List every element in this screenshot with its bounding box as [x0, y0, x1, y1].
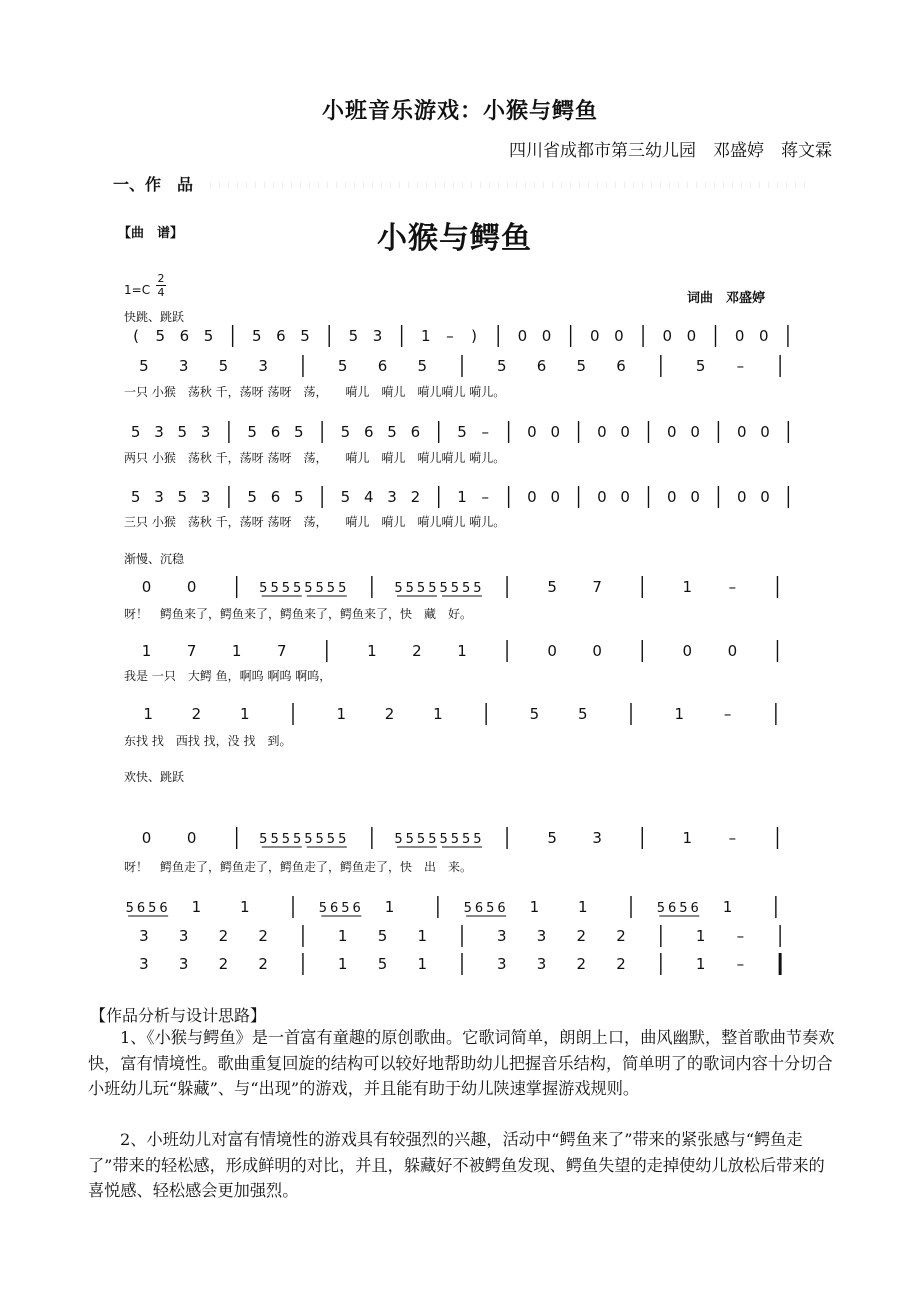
note: 0	[667, 488, 677, 506]
note: 5	[547, 578, 557, 596]
note: 3	[178, 955, 189, 973]
lyric-line: 一只 小猴 荡秋 千，荡呀 荡呀 荡， 嗬儿 嗬儿 嗬儿嗬儿 嗬儿。	[124, 385, 506, 399]
note: 3	[592, 829, 602, 847]
note: 0	[682, 642, 693, 660]
note: 1	[682, 829, 693, 847]
note: 5	[139, 357, 149, 375]
note: 5	[529, 705, 540, 723]
note: 5	[457, 423, 467, 441]
note: 3	[154, 423, 164, 441]
note: 6	[363, 423, 374, 441]
note: 3	[200, 488, 211, 506]
note: 1	[231, 642, 242, 660]
note: 0	[667, 423, 677, 441]
lyric-line: 东找 找 西找 找，没 找 到。	[124, 734, 292, 748]
analysis-heading: 【作品分析与设计思路】	[90, 1006, 267, 1025]
tempo-marking-1: 快跳、跳跃	[124, 310, 185, 324]
note: 3	[178, 357, 189, 375]
note: 1	[695, 927, 706, 945]
note: 0	[736, 423, 747, 441]
note: 5	[247, 423, 257, 441]
note: 1	[457, 642, 467, 660]
note: 3	[496, 927, 507, 945]
note: 1	[384, 898, 395, 916]
note: 0	[592, 642, 602, 660]
note: 5656	[318, 901, 364, 916]
note: 5	[377, 955, 388, 973]
score-composer: 词曲 邓盛婷	[687, 291, 766, 306]
note: 0	[620, 488, 630, 506]
note: 5	[130, 423, 141, 441]
note: 2	[616, 955, 626, 973]
note: –	[481, 423, 490, 441]
note: 3	[536, 955, 547, 973]
note: 1	[529, 898, 540, 916]
note: 0	[141, 829, 152, 847]
note: 5	[177, 488, 188, 506]
note: 5555	[439, 832, 485, 847]
note: 5	[155, 327, 165, 345]
note: 5	[130, 488, 141, 506]
analysis-paragraph-1: 1、《小猴与鳄鱼》是一首富有童趣的原创歌曲。它歌词简单，朗朗上口，曲风幽默，整首歌曲节奏欢快，富有情境性。歌曲重复回旋的结构可以较好地帮助幼儿把握音乐结构，简单明了的歌词内容十分切合小班幼儿玩“躲藏”、与“出现”的游戏，并且能有助于幼儿陕速掌握游戏规则。	[88, 1028, 835, 1099]
note: 2	[616, 927, 626, 945]
note: 0	[547, 642, 557, 660]
note: 3	[154, 488, 164, 506]
tempo-marking-2: 渐慢、沉稳	[124, 552, 185, 566]
note: 3	[200, 423, 211, 441]
note: 2	[218, 955, 229, 973]
note: 7	[276, 642, 287, 660]
lyric-line: 呀！ 鳄鱼来了，鳄鱼来了，鳄鱼来了，鳄鱼来了，快 藏 好。	[124, 607, 473, 621]
note: 0	[614, 327, 624, 345]
lyric-line: 三只 小猴 荡秋 千，荡呀 荡呀 荡， 嗬儿 嗬儿 嗬儿嗬儿 嗬儿。	[124, 515, 506, 529]
note: 0	[541, 327, 552, 345]
note: 1	[421, 327, 431, 345]
note: 5555	[259, 581, 305, 596]
note: 5555	[439, 581, 485, 596]
note: 5	[177, 423, 188, 441]
note: 0	[759, 327, 769, 345]
note: 0	[186, 578, 197, 596]
note: 5	[294, 423, 304, 441]
note: 4	[363, 488, 374, 506]
note: 2	[218, 927, 229, 945]
note: 2	[384, 705, 395, 723]
note: –	[736, 955, 745, 973]
note: 0	[527, 488, 537, 506]
tempo-marking-3: 欢快、跳跃	[124, 770, 185, 784]
note: 6	[276, 327, 286, 345]
note: 2	[576, 955, 587, 973]
note: 1	[577, 898, 588, 916]
note: 5	[300, 327, 310, 345]
note: (	[133, 327, 140, 345]
note: 0	[590, 327, 600, 345]
note: 0	[597, 488, 607, 506]
note: 2	[410, 488, 421, 506]
note: 3	[178, 927, 189, 945]
note: 0	[550, 488, 561, 506]
note: 0	[760, 423, 770, 441]
note: 6	[179, 327, 190, 345]
note: 1	[682, 578, 693, 596]
note: 2	[191, 705, 202, 723]
note: 5656	[463, 901, 509, 916]
note: 5	[340, 423, 351, 441]
document-title: 小班音乐游戏：小猴与鳄鱼	[321, 99, 598, 124]
meter-top: 2	[157, 272, 165, 285]
note: 1	[433, 705, 443, 723]
note: 1	[239, 705, 250, 723]
note: 5	[695, 357, 706, 375]
note: 5	[577, 705, 588, 723]
note: )	[471, 327, 478, 345]
note: 1	[457, 488, 467, 506]
note: 1	[722, 898, 733, 916]
note: 0	[550, 423, 561, 441]
note: 1	[239, 898, 250, 916]
note: 5555	[394, 581, 440, 596]
note: 0	[517, 327, 528, 345]
note: 0	[736, 488, 747, 506]
note: 1	[191, 898, 202, 916]
note: 5555	[394, 832, 440, 847]
note: 5555	[259, 832, 305, 847]
note: 5	[203, 327, 214, 345]
note: 5	[294, 488, 304, 506]
note: 1	[674, 705, 685, 723]
document-authors: 四川省成都市第三幼儿园 邓盛婷 蒋文霖	[509, 141, 832, 161]
note: 2	[258, 955, 268, 973]
note: 1	[143, 705, 153, 723]
note: 5	[387, 423, 397, 441]
note: 6	[377, 357, 388, 375]
meter-bottom: 4	[157, 286, 165, 299]
note: 6	[536, 357, 547, 375]
note: 6	[270, 423, 281, 441]
note: 1	[141, 642, 152, 660]
note: 0	[686, 327, 697, 345]
note: 3	[496, 955, 507, 973]
note: 5	[496, 357, 507, 375]
note: –	[736, 357, 745, 375]
note: 0	[727, 642, 738, 660]
section-heading: 一、作 品	[113, 175, 194, 194]
note: 5	[576, 357, 587, 375]
note: 0	[597, 423, 607, 441]
note: 3	[139, 927, 149, 945]
note: 5	[348, 327, 359, 345]
note: 0	[620, 423, 630, 441]
note: 0	[690, 488, 700, 506]
note: –	[723, 705, 732, 723]
note: 7	[592, 578, 602, 596]
note: 1	[367, 642, 377, 660]
note: 5	[547, 829, 557, 847]
note: 3	[372, 327, 383, 345]
note: 1	[337, 955, 348, 973]
note: 5555	[304, 832, 350, 847]
note: 7	[186, 642, 197, 660]
note: 6	[270, 488, 281, 506]
note: 2	[258, 927, 268, 945]
note: 0	[186, 829, 197, 847]
note: 0	[760, 488, 770, 506]
note: 0	[527, 423, 537, 441]
note: 1	[695, 955, 706, 973]
note: –	[728, 829, 737, 847]
note: 1	[417, 955, 428, 973]
note: 0	[141, 578, 152, 596]
note: 5	[337, 357, 348, 375]
note: 5656	[656, 901, 702, 916]
note: –	[446, 327, 454, 345]
note: 1	[417, 927, 428, 945]
note: –	[728, 578, 737, 596]
analysis-paragraph-2: 2、小班幼儿对富有情境性的游戏具有较强烈的兴趣，活动中“鳄鱼来了”带来的紧张感与“鳄鱼走了”带来的轻松感，形成鲜明的对比，并且，躲藏好不被鳄鱼发现、鳄鱼失望的走掉使幼儿放松后带来的喜悦感、轻松感会更加强烈。	[88, 1130, 825, 1201]
note: 2	[576, 927, 587, 945]
note: 5	[252, 327, 262, 345]
note: 0	[734, 327, 745, 345]
score-key: 1=C	[124, 283, 151, 297]
note: –	[736, 927, 745, 945]
lyric-line: 呀！ 鳄鱼走了，鳄鱼走了，鳄鱼走了，鳄鱼走了，快 出 来。	[124, 860, 473, 874]
lyric-line: 我是 一只 大鳄 鱼，啊呜 啊呜 啊呜，	[124, 669, 332, 683]
note: 0	[690, 423, 700, 441]
note: 6	[410, 423, 421, 441]
note: 6	[616, 357, 626, 375]
note: 5656	[125, 901, 171, 916]
note: 2	[412, 642, 422, 660]
note: 0	[662, 327, 672, 345]
note: 5	[340, 488, 351, 506]
score-tag: 【曲 谱】	[118, 226, 184, 241]
note: 3	[258, 357, 268, 375]
note: 5	[218, 357, 229, 375]
note: 3	[536, 927, 547, 945]
note: 1	[337, 927, 348, 945]
score-title: 小猴与鳄鱼	[377, 221, 532, 256]
note: 5	[417, 357, 428, 375]
note: 3	[139, 955, 149, 973]
note: 5	[247, 488, 257, 506]
note: 5	[377, 927, 388, 945]
note: 1	[336, 705, 347, 723]
note: 5555	[304, 581, 350, 596]
note: 3	[387, 488, 397, 506]
note: –	[481, 488, 490, 506]
lyric-line: 两只 小猴 荡秋 千，荡呀 荡呀 荡， 嗬儿 嗬儿 嗬儿嗬儿 嗬儿。	[124, 451, 506, 465]
